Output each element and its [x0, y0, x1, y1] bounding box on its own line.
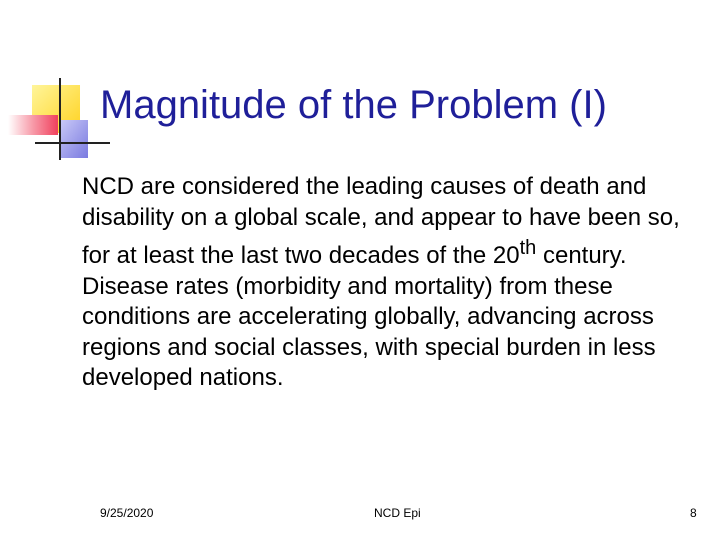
page-number: 8 [690, 506, 697, 520]
body-paragraph [82, 172, 682, 394]
body-text-main: NCD are considered the leading causes of death and disability on a global scale, and appear to have been so, for at least the last two decades of the 20 [82, 173, 680, 269]
body-text-continued: century. Disease rates (morbidity and mortality) from these conditions are accelerating globally, advancing across regions and social classes, with special burden in less developed nations. [82, 242, 656, 391]
footer-date: 9/25/2020 [100, 506, 154, 520]
footer-title: NCD Epi [374, 506, 421, 520]
slide-title: Magnitude of the Problem (I) [100, 83, 607, 127]
ordinal-suffix: th [519, 237, 537, 259]
decorative-logo-icon [0, 60, 110, 170]
